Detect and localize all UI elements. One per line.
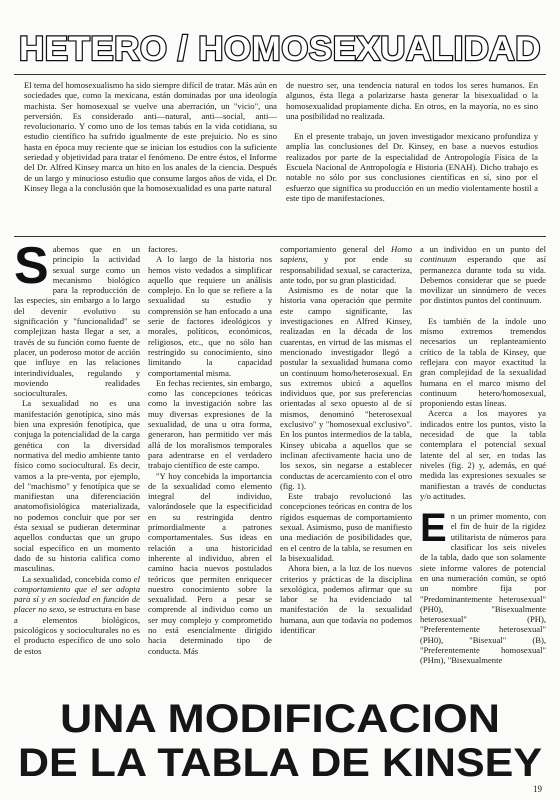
body-c2-p4: "Y hoy concebida la importancia de la sexualidad como elemento integral del individuo, valorándosele que la especificidad en su restringida dentro primordialmente a patrones comportamentales. Sus ideas en relación a una historicidad inherente al individuo, abren el camino hacia nuevos postulados teóricos que permiten enriquecer nuestro conocimiento sobre la sexualidad. Pero a pesar se comprende al individuo como un ser muy complejo y comprometido no está esencialmente dirigido hacia determinado tipo de conducta. Más xyxy=(148,470,272,656)
intro-left-text: El tema del homosexualismo ha sido siempre difícil de tratar. Más aún en sociedades que, como la mexicana, están dominadas por una ideología machista. Ser homosexual se vuelve una aberración, un "vicio", una perversión. Es considerado anti—natural, anti—social, anti—revolucionario. Y como uno de los temas tabús en la vida cotidiana, su estudio científico ha sufrido igualmente de este prejuicio. No es sino hasta en época muy reciente que se inician los estudios con la suficiente seriedad y objetividad para tratar el fenómeno. De entre éstos, el Informe del Dr. Alfred Kinsey marca un hito en los anales de la ciencia. Después de un largo y minucioso estudio que consume largos años de vida, el Dr. Kinsey llega a la conclusión que la homosexualidad es una parte natural xyxy=(24,80,277,193)
body-c4-p2: Es también de la índole uno mismo extremos tremendos necesarios un replanteamiento crítico de la tabla de Kinsey, que reflejara con mayor exactitud la gran complejidad de la sexualidad humana en el marco mismo del continuum hetero/homosexual, proponiendo estas líneas. xyxy=(420,315,546,409)
intro-left xyxy=(24,80,277,232)
body-c2-p1: factores. xyxy=(148,244,178,254)
body-c4-p1-a: a un individuo en un punto del xyxy=(420,244,546,254)
body-c1-p3-emphasis: el comportamiento que el ser adopta para sí y en sociedad en función de placer no sexo, xyxy=(14,573,140,615)
headline-top-text: HETERO / HOMOSEXUALIDAD xyxy=(19,30,541,68)
body-column-4 xyxy=(420,244,546,676)
body-c4-p1-emphasis: continuum xyxy=(420,254,457,265)
body-c3-p2: Asimismo es de notar que la historia vana operación que permite este campo significante, las investigaciones en Alfred Kinsey, realizadas en la década de los cuarentas, en virtud de las mismas el mencionado investigador llegó a postular la sexualidad humana como un continuum homo/heterosexual. En sus extremos ubicó a aquellos individuos que, por sus preferencias orientadas al sexo opuesto al de sí mismos, denominó "heterosexual exclusivo" y "homosexual exclusivo". En los puntos intermedios de la tabla, Kinsey ubicaba a aquellos que se inclinan afectivamente hacia uno de los sexos, sin negarse a establecer conductas de acercamiento con el otro (fig. 1). xyxy=(280,285,412,491)
body-c3-p1-b: , y por ende su responsabilidad sexual, se caracteriza, ante todo, por su gran plasticidad. xyxy=(280,254,412,285)
body-c1-p3-b: se estructura en base a elementos biológicos, psicológicos y socioculturales no es el producto específico de uno solo de estos xyxy=(14,604,140,656)
middle-rule xyxy=(14,236,546,237)
body-column-1 xyxy=(14,244,140,676)
headline-top-svg xyxy=(14,22,546,72)
intro-right-p2: En el presente trabajo, un joven investigador mexicano profundiza y amplía las conclusiones del Dr. Kinsey, en base a nuevos estudios realizados por parte de la especialidad de Antropología Física de la Escuela Nacional de Antropología e Historia (ENAH). Dicho trabajo es notable no sólo por sus conclusiones científicas en sí, sino por el esfuerzo que significa su producción en un medio violentamente hostil a este tipo de manifestaciones. xyxy=(286,131,538,203)
headline-bottom-svg xyxy=(14,694,546,782)
body-c1-p1: abemos que en un principio la actividad sexual surge como un mecanismo biológico para la reproducción de las especies, sin embargo a lo largo del devenir evolutivo su significación y "funcionalidad" se complejizan hasta llegar a ser, a través de su función como fuente de placer, un poderoso motor de acción que influye en las relaciones interindividuales, regulando y moviendo realidades socioculturales. xyxy=(14,244,140,399)
page-number: 19 xyxy=(533,784,542,794)
body-column-3 xyxy=(280,244,412,676)
drop-cap-s: S xyxy=(14,244,49,295)
body-c4-p3: Acerca a los mayores ya indicados entre los puntos, visto la necesidad de que la tabla contemplara el potencial sexual latente del al ser, en todas las niveles (fig. 2) y, además, en qué medida las expresiones sexuales se manifiestan a través de conductas y/o actitudes. xyxy=(420,408,546,501)
body-c4-p4-wrap xyxy=(420,506,546,666)
body-c3-p1-a: comportamiento general del xyxy=(280,244,391,254)
body-c3-p4: Ahora bien, a la luz de los nuevos criterios y prácticas de la disciplina sexológica, podemos afirmar que su labor se ha evidenciado tal manifestación de la sexualidad humana, aun que todavía no podemos identificar xyxy=(280,563,412,635)
body-c3-p1 xyxy=(280,244,412,285)
headline-bottom xyxy=(14,694,546,782)
intro-right-p1: de nuestro ser, una tendencia natural en todos los seres humanos. En algunos, ésta llega a polarizarse hasta generar la bisexualidad o la homosexualidad propiamente dicha. En otros, en la mayoría, no es sino una posibilidad no realizada. xyxy=(286,80,538,121)
body-c1-p3-a: La sexualidad, concebida como xyxy=(22,573,134,584)
body-column-2 xyxy=(148,244,272,676)
drop-cap-e: E xyxy=(420,506,447,551)
headline-bottom-line-1: UNA MODIFICACION xyxy=(60,697,500,741)
intro-right xyxy=(286,80,538,232)
body-c4-p1 xyxy=(420,244,546,306)
top-rule xyxy=(14,74,546,75)
body-c2-p2: A lo largo de la historia nos hemos visto vedados a simplificar aquello que requiere un análisis complejo. En lo que se refiere a la sexualidad su estudio y comprensión se han enfocado a una serie de factores ideológicos y morales, políticos, económicos, religiosos, etc., que no sólo han restringido su conocimiento, sino limitando la capacidad comportamental misma. xyxy=(148,254,272,378)
body-c3-p3: Este trabajo revolucionó las concepciones teóricas en contra de los rígidos esquemas de comportamiento sexual. Asimismo, puso de manifiesto una mediación de posibilidades que, en el centro de la tabla, se resumen en la bisexualidad. xyxy=(280,491,412,563)
headline-top xyxy=(14,22,546,72)
body-c4-p1-b: esperando que así permanezca durante toda su vida. Debemos considerar que se puede movilizar un sinnúmero de veces por distintos puntos del continuum. xyxy=(420,254,546,306)
body-c3-p1-emphasis: Homo sapiens xyxy=(280,244,412,265)
body-c1-p3 xyxy=(14,574,140,656)
headline-bottom-line-2: DE LA TABLA DE KINSEY xyxy=(18,741,543,782)
body-c1-p2: La sexualidad no es una manifestación genotípica, sino más bien una expresión fenotípica, que conjuga la potencialidad de la carga genética con la diversidad normativa del medio ambiente tanto físico como sociocultural. Es decir, vamos a la pre-venta, por ejemplo, del "machismo" y fenotípica que se manifiestan una diferenciación anatomofisiológica materializada, no podemos concluir que por ser ésta sexual se pudieran determinar aquellos conductas que un grupo social específico en un momento dado de su historia califica como masculinas. xyxy=(14,398,140,574)
body-c4-p4: n un primer momento, con el fin de huir de la rigidez utilitarista de números para clasificar los seis niveles de la tabla, dado que son solamente siete informe valores de potencial en una numeración común, se optó un nombre fija por "Predominantemente heterosexual" (PH0), "Bisexualmente heterosexual" (PH), "Preferentemente heterosexual" (PH0), "Bisexual" (B), "Preferentemente homosexual" (PHm), "Bisexualmente xyxy=(420,511,546,666)
body-c2-p3: En fechas recientes, sin embargo, como las concepciones teóricas como la investigación sobre las muy diversas expresiones de la sexualidad, de una u otra forma, generaron, han permitido ver más allá de los moralismos temporales para adentrarse en el verdadero trabajo científico de este campo. xyxy=(148,377,272,471)
